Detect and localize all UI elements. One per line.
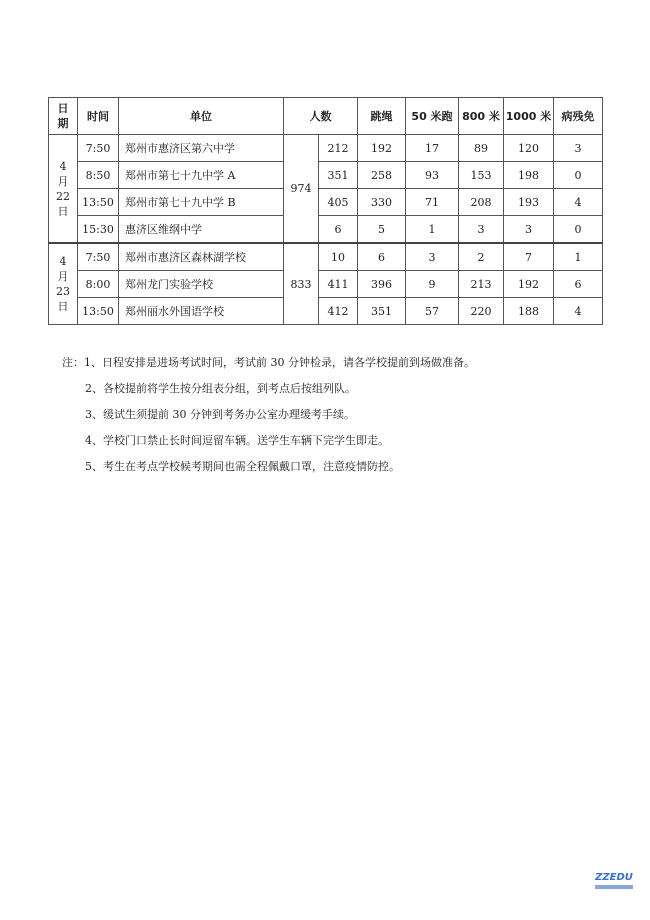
- header-date-text: 日 期: [57, 102, 69, 130]
- table-row: [49, 271, 603, 298]
- rope-cell: 330: [358, 189, 406, 216]
- logo-mark: ZZEDU: [595, 872, 633, 883]
- header-row: [49, 98, 603, 135]
- rope-cell: 6: [358, 243, 406, 271]
- rope-cell: 351: [358, 298, 406, 325]
- total-count-cell: 974: [284, 135, 319, 244]
- table-row: [49, 298, 603, 325]
- header-rope: 跳绳: [358, 98, 406, 135]
- date-cell: [49, 243, 78, 325]
- note-1: 注：1、日程安排是进场考试时间，考试前 30 分钟检录，请各学校提前到场做准备。: [62, 356, 475, 369]
- exempt-cell: 6: [554, 271, 603, 298]
- run1000-cell: 120: [504, 135, 554, 162]
- exempt-cell: 0: [554, 216, 603, 244]
- table-row: [49, 243, 603, 271]
- unit-cell: 郑州市第七十九中学 A: [119, 162, 284, 189]
- exempt-cell: 4: [554, 189, 603, 216]
- note-3: 3、缓试生须提前 30 分钟到考务办公室办理缓考手续。: [85, 408, 355, 421]
- note-5: 5、考生在考点学校候考期间也需全程佩戴口罩，注意疫情防控。: [85, 460, 400, 473]
- unit-cell: 郑州市惠济区第六中学: [119, 135, 284, 162]
- date-part: 23: [56, 285, 70, 298]
- count-cell: 405: [319, 189, 358, 216]
- time-cell: 15:30: [78, 216, 119, 244]
- date-part: 月: [57, 174, 69, 188]
- header-run50: 50 米跑: [406, 98, 459, 135]
- watermark-logo: [595, 872, 633, 889]
- table-row: [49, 162, 603, 189]
- run1000-cell: 198: [504, 162, 554, 189]
- header-count: 人数: [284, 98, 358, 135]
- run50-cell: 9: [406, 271, 459, 298]
- note-4: 4、学校门口禁止长时间逗留车辆。送学生车辆下完学生即走。: [85, 434, 389, 447]
- unit-cell: 郑州市惠济区森林湖学校: [119, 243, 284, 271]
- run1000-cell: 193: [504, 189, 554, 216]
- rope-cell: 396: [358, 271, 406, 298]
- run800-cell: 89: [459, 135, 504, 162]
- header-exempt: 病残免: [554, 98, 603, 135]
- table-row: [49, 216, 603, 244]
- run1000-cell: 3: [504, 216, 554, 244]
- exempt-cell: 0: [554, 162, 603, 189]
- count-cell: 411: [319, 271, 358, 298]
- time-cell: 8:00: [78, 271, 119, 298]
- run800-cell: 153: [459, 162, 504, 189]
- date-part: 月: [57, 270, 69, 283]
- time-cell: 7:50: [78, 135, 119, 162]
- run800-cell: 208: [459, 189, 504, 216]
- date-part: 4: [59, 255, 67, 268]
- unit-cell: 郑州龙门实验学校: [119, 271, 284, 298]
- header-unit: 单位: [119, 98, 284, 135]
- time-cell: 13:50: [78, 189, 119, 216]
- total-count-cell: 833: [284, 243, 319, 325]
- date-part: 22: [56, 189, 70, 203]
- run800-cell: 3: [459, 216, 504, 244]
- exempt-cell: 4: [554, 298, 603, 325]
- date-part: 4: [59, 159, 67, 173]
- schedule-table: [48, 97, 603, 325]
- count-cell: 6: [319, 216, 358, 244]
- rope-cell: 5: [358, 216, 406, 244]
- exempt-cell: 3: [554, 135, 603, 162]
- time-cell: 8:50: [78, 162, 119, 189]
- time-cell: 7:50: [78, 243, 119, 271]
- count-cell: 10: [319, 243, 358, 271]
- run1000-cell: 192: [504, 271, 554, 298]
- count-cell: 212: [319, 135, 358, 162]
- exempt-cell: 1: [554, 243, 603, 271]
- table-row: [49, 135, 603, 162]
- date-part: 日: [57, 300, 69, 313]
- run50-cell: 71: [406, 189, 459, 216]
- run800-cell: 2: [459, 243, 504, 271]
- header-date: [49, 98, 78, 135]
- count-cell: 412: [319, 298, 358, 325]
- run800-cell: 213: [459, 271, 504, 298]
- run50-cell: 1: [406, 216, 459, 244]
- run1000-cell: 7: [504, 243, 554, 271]
- notes: [62, 350, 475, 480]
- run50-cell: 93: [406, 162, 459, 189]
- unit-cell: 惠济区维纲中学: [119, 216, 284, 244]
- unit-cell: 郑州丽水外国语学校: [119, 298, 284, 325]
- table-row: [49, 189, 603, 216]
- run1000-cell: 188: [504, 298, 554, 325]
- run50-cell: 3: [406, 243, 459, 271]
- header-run1000: 1000 米: [504, 98, 554, 135]
- count-cell: 351: [319, 162, 358, 189]
- rope-cell: 258: [358, 162, 406, 189]
- date-part: 日: [57, 204, 69, 218]
- note-2: 2、各校提前将学生按分组表分组，到考点后按组列队。: [85, 382, 356, 395]
- run800-cell: 220: [459, 298, 504, 325]
- rope-cell: 192: [358, 135, 406, 162]
- unit-cell: 郑州市第七十九中学 B: [119, 189, 284, 216]
- run50-cell: 17: [406, 135, 459, 162]
- header-run800: 800 米: [459, 98, 504, 135]
- time-cell: 13:50: [78, 298, 119, 325]
- date-cell: [49, 135, 78, 244]
- header-time: 时间: [78, 98, 119, 135]
- run50-cell: 57: [406, 298, 459, 325]
- logo-subtext-bar: [595, 885, 633, 889]
